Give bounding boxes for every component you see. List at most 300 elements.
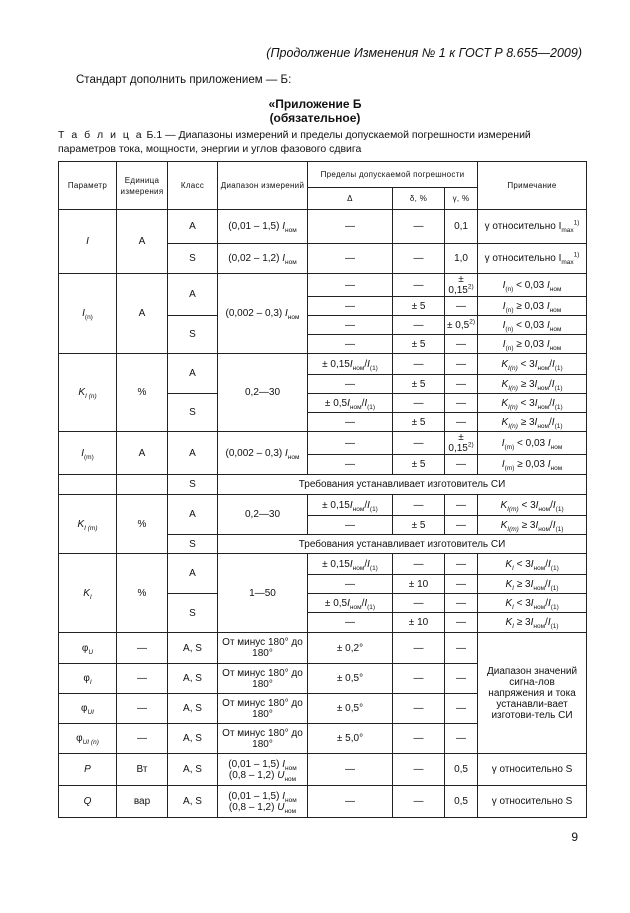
- gamma-pct-cell: —: [445, 575, 478, 594]
- cell-text: I: [501, 459, 505, 470]
- delta-cell: ± 0,2°: [308, 633, 393, 664]
- cell-text: I: [349, 358, 353, 370]
- class-cell: А: [168, 210, 218, 244]
- class-cell: А, S: [168, 633, 218, 664]
- cell-text: I: [546, 279, 550, 291]
- cell-text: U: [277, 801, 285, 813]
- subscript: ном: [533, 584, 546, 592]
- class-cell: А: [168, 274, 218, 316]
- delta-cell: —: [308, 210, 393, 244]
- gamma-pct-cell: —: [445, 413, 478, 432]
- gamma-pct-cell: [445, 432, 478, 455]
- header-row-1: [59, 162, 587, 188]
- table-caption: [58, 128, 586, 156]
- param-cell: I: [59, 210, 117, 274]
- gamma-pct-cell: [445, 316, 478, 335]
- note-cell: $K_{I(n)} < 3I_{ном}/I_{(1)}$: [478, 394, 587, 413]
- subscript: I: [89, 593, 92, 601]
- vendor-note-cell: Требования устанавливает изготовитель СИ: [218, 535, 587, 554]
- subscript: (n): [505, 344, 514, 352]
- table-row: [59, 210, 587, 244]
- table-row: [59, 274, 587, 297]
- cell-text: I: [367, 358, 370, 370]
- table-row: [59, 754, 587, 786]
- gamma-pct-cell: [445, 274, 478, 297]
- subscript: ном: [533, 564, 546, 572]
- cell-text: I: [501, 437, 505, 449]
- table-row: [59, 475, 587, 495]
- cell-text: < 3: [518, 499, 536, 511]
- subscript: I: [511, 564, 514, 572]
- class-cell: А, S: [168, 694, 218, 724]
- cell-text: (0,01 – 1,5): [228, 790, 283, 802]
- cell-text: ± 0,5: [324, 597, 348, 609]
- class-cell: А, S: [168, 724, 218, 754]
- subscript: (1): [369, 364, 378, 372]
- cell-text: I: [547, 459, 551, 470]
- cell-text: K: [501, 378, 509, 390]
- col-header-gamma-pct: γ, %: [445, 188, 478, 210]
- intro-text: Стандарт дополнить приложением — Б:: [76, 74, 292, 86]
- range-cell: 1—50: [218, 554, 308, 633]
- cell-text: I: [547, 617, 551, 628]
- gamma-pct-cell: —: [445, 724, 478, 754]
- subscript: (1): [367, 403, 376, 411]
- cell-text: ≥ 0,03: [513, 338, 547, 350]
- subscript: I (m): [84, 524, 98, 532]
- gamma-pct-cell: —: [445, 354, 478, 375]
- unit-cell: Вт: [117, 754, 168, 786]
- range-cell: [218, 786, 308, 818]
- col-header-note: Примечание: [478, 162, 587, 210]
- unit-cell: А: [117, 210, 168, 274]
- delta-pct-cell: ± 10: [393, 613, 445, 633]
- subscript: ном: [352, 364, 365, 372]
- unit-cell: —: [117, 724, 168, 754]
- cell-text: (0,002 – 0,3): [225, 447, 285, 459]
- gamma-pct-cell: —: [445, 516, 478, 535]
- subscript: max: [561, 259, 574, 266]
- note-cell: [478, 210, 587, 244]
- delta-cell: ± $0,5I_{ном}/I_{(1)}$: [308, 394, 393, 413]
- subscript: UI: [87, 709, 94, 716]
- cell-text: U: [277, 769, 285, 781]
- subscript: ном: [537, 384, 550, 392]
- note-cell: $K_I \ge 3I_{ном}/I_{(1)}$: [478, 613, 587, 633]
- cell-text: I: [367, 499, 370, 511]
- subscript: (1): [554, 384, 563, 392]
- subscript: (1): [550, 603, 559, 611]
- subscript: (1): [555, 505, 564, 513]
- cell-text: ≥ 3: [513, 617, 531, 628]
- subscript: ном: [537, 422, 550, 430]
- cell-text: (0,002 – 0,3): [225, 308, 285, 319]
- subscript: UI (n): [82, 739, 99, 746]
- note-cell: $K_{I(n)} \ge 3I_{ном}/I_{(1)}$: [478, 413, 587, 432]
- subscript: ном: [287, 453, 300, 461]
- note-cell: [478, 244, 587, 274]
- cell-text: I: [502, 300, 506, 312]
- cell-text: I: [282, 758, 285, 770]
- cell-text: (0,02 – 1,2): [228, 253, 283, 264]
- unit-cell: %: [117, 354, 168, 432]
- subscript: ном: [538, 505, 551, 513]
- cell-text: I: [367, 558, 370, 570]
- subscript: (1): [369, 505, 378, 513]
- subscript: ном: [352, 564, 365, 572]
- cell-text: K: [505, 558, 512, 570]
- note-cell: $K_{I(n)} \ge 3I_{ном}/I_{(1)}$: [478, 375, 587, 394]
- cell-text: ≥ 3: [518, 519, 536, 531]
- class-cell: S: [168, 594, 218, 633]
- param-cell: [59, 432, 117, 475]
- cell-text: I: [546, 338, 550, 350]
- table-row: [59, 554, 587, 575]
- unit-cell: —: [117, 633, 168, 664]
- cell-text: (0,8 – 1,2): [228, 801, 278, 813]
- subscript: ном: [349, 603, 362, 611]
- subscript: (1): [554, 403, 563, 411]
- param-cell: [59, 495, 117, 554]
- subscript: (n): [84, 314, 93, 321]
- cell-text: ≥ 0,03: [514, 459, 548, 470]
- note-cell: γ относительно S: [478, 786, 587, 818]
- cell-text: < 3: [513, 558, 531, 570]
- delta-pct-cell: ± 10: [393, 575, 445, 594]
- cell-text: (0,8 – 1,2): [228, 769, 278, 781]
- cell-text: I: [552, 519, 556, 531]
- cell-text: I: [81, 447, 85, 459]
- delta-cell: ± 0,5°: [308, 694, 393, 724]
- gamma-pct-cell: —: [445, 633, 478, 664]
- subscript: I(m): [507, 505, 519, 513]
- cell-text: ≥ 0,03: [513, 300, 547, 312]
- cell-text: I: [535, 499, 539, 511]
- subscript: ном: [285, 764, 297, 772]
- delta-pct-cell: ± 5: [393, 413, 445, 432]
- cell-text: < 3: [517, 358, 535, 370]
- gamma-pct-cell: 0,5: [445, 754, 478, 786]
- col-header-limits: Пределы допускаемой погрешности: [308, 162, 478, 188]
- cell-text: I: [552, 499, 556, 511]
- cell-text: I: [502, 279, 506, 291]
- cell-text: γ относительно I: [484, 221, 562, 232]
- unit-cell: %: [117, 495, 168, 554]
- measurement-table: [58, 161, 587, 818]
- cell-text: I: [282, 253, 285, 264]
- appendix-heading: [0, 97, 630, 125]
- range-cell: [218, 244, 308, 274]
- subscript: ном: [287, 314, 300, 321]
- note-cell: $K_{I(m)} < 3I_{ном}/I_{(1)}$: [478, 495, 587, 516]
- delta-cell: —: [308, 575, 393, 594]
- subscript: I(m): [507, 525, 519, 533]
- cell-text: φ: [81, 703, 88, 714]
- superscript: 1): [573, 219, 580, 227]
- subscript: I(n): [508, 403, 518, 411]
- cell-text: I: [546, 319, 550, 331]
- subscript: I: [512, 584, 514, 592]
- note-cell: γ относительно S: [478, 754, 587, 786]
- delta-pct-cell: —: [393, 354, 445, 375]
- subscript: ном: [285, 227, 297, 234]
- appendix-subtitle: (обязательное): [269, 111, 361, 125]
- param-cell: Q: [59, 786, 117, 818]
- cell-text: (0,01 – 1,5): [228, 758, 283, 770]
- col-header-unit: Единица измерения: [117, 162, 168, 210]
- subscript: ном: [549, 325, 562, 333]
- cell-text: I: [534, 378, 538, 390]
- unit-cell: %: [117, 554, 168, 633]
- subscript: ном: [538, 525, 550, 533]
- subscript: I: [89, 679, 92, 686]
- delta-cell: ± $0,15I_{ном}/I_{(1)}$: [308, 495, 393, 516]
- range-cell: 0,2—30: [218, 495, 308, 535]
- range-cell: [218, 754, 308, 786]
- cell-text: [59, 162, 587, 818]
- delta-cell: —: [308, 413, 393, 432]
- delta-cell: ± 0,5°: [308, 664, 393, 694]
- delta-pct-cell: —: [393, 316, 445, 335]
- note-cell: $K_{I(m)} \ge 3I_{ном}/I_{(1)}$: [478, 516, 587, 535]
- cell-text: < 0,03: [513, 319, 547, 331]
- cell-text: φ: [83, 673, 90, 684]
- cell-text: ± 0,15: [448, 274, 468, 296]
- cell-text: ± 0,15: [322, 558, 350, 570]
- gamma-pct-cell: —: [445, 613, 478, 633]
- subscript: ном: [537, 364, 550, 372]
- delta-pct-cell: —: [393, 210, 445, 244]
- delta-cell: —: [308, 432, 393, 455]
- subscript: U: [88, 648, 94, 656]
- cell-text: < 3: [513, 597, 531, 609]
- cell-text: I: [282, 221, 285, 232]
- cell-text: φ: [81, 642, 89, 654]
- cell-text: ± 0,15: [322, 499, 350, 511]
- delta-pct-cell: —: [393, 394, 445, 413]
- subscript: I(n): [508, 422, 518, 430]
- delta-cell: —: [308, 244, 393, 274]
- note-cell: $K_{I(n)} < 3I_{ном}/I_{(1)}$: [478, 354, 587, 375]
- note-cell: [478, 432, 587, 455]
- subscript: (1): [555, 525, 564, 533]
- delta-pct-cell: ± 5: [393, 455, 445, 475]
- delta-cell: —: [308, 754, 393, 786]
- class-cell: А, S: [168, 754, 218, 786]
- param-cell: [59, 354, 117, 432]
- class-cell: А: [168, 554, 218, 594]
- subscript: ном: [549, 285, 562, 293]
- subscript: (n): [505, 306, 514, 314]
- note-cell: [478, 274, 587, 297]
- delta-pct-cell: —: [393, 432, 445, 455]
- subscript: (1): [550, 564, 559, 572]
- gamma-pct-cell: —: [445, 495, 478, 516]
- cell-text: K: [500, 519, 508, 531]
- subscript: (1): [550, 584, 559, 592]
- cell-text: I: [530, 578, 534, 590]
- cell-text: I: [285, 308, 288, 319]
- cell-text: (0,01 – 1,5): [228, 221, 283, 232]
- cell-text: < 0,03: [514, 437, 548, 449]
- cell-text: I: [551, 397, 555, 409]
- cell-text: I: [364, 397, 368, 409]
- delta-pct-cell: ± 5: [393, 297, 445, 316]
- col-header-range: Диапазон измерений: [218, 162, 308, 210]
- unit-cell: А: [117, 274, 168, 354]
- delta-cell: —: [308, 335, 393, 354]
- cell-text: I: [551, 378, 555, 390]
- cell-text: I: [530, 558, 534, 570]
- table-row: [59, 495, 587, 516]
- cell-text: I: [534, 397, 538, 409]
- subscript: ном: [284, 775, 297, 783]
- delta-cell: —: [308, 316, 393, 335]
- param-cell: P: [59, 754, 117, 786]
- class-cell: А: [168, 495, 218, 535]
- gamma-pct-cell: —: [445, 694, 478, 724]
- cell-text: I: [547, 437, 551, 449]
- delta-pct-cell: —: [393, 495, 445, 516]
- class-cell: А: [168, 354, 218, 394]
- cell-text: I: [548, 597, 551, 609]
- gamma-pct-cell: 0,5: [445, 786, 478, 818]
- subscript: ном: [533, 603, 546, 611]
- param-cell: [59, 694, 117, 724]
- cell-text: ± 0,15: [448, 432, 468, 454]
- cell-text: < 3: [517, 397, 535, 409]
- cell-text: ± 0,5: [324, 397, 348, 409]
- param-cell: [59, 724, 117, 754]
- subscript: (m): [84, 453, 94, 461]
- cell-text: K: [83, 587, 90, 599]
- superscript: 1): [573, 251, 580, 259]
- range-cell: От минус 180° до 180°: [218, 633, 308, 664]
- col-header-class: Класс: [168, 162, 218, 210]
- delta-pct-cell: —: [393, 664, 445, 694]
- delta-cell: —: [308, 516, 393, 535]
- delta-pct-cell: —: [393, 724, 445, 754]
- delta-cell: —: [308, 274, 393, 297]
- unit-cell: —: [117, 694, 168, 724]
- note-cell: [478, 297, 587, 316]
- subscript: ном: [285, 259, 297, 266]
- class-cell: S: [168, 316, 218, 354]
- delta-cell: ± $0,5I_{ном}/I_{(1)}$: [308, 594, 393, 613]
- cell-text: K: [501, 416, 509, 428]
- subscript: ном: [550, 465, 563, 472]
- class-cell: А, S: [168, 786, 218, 818]
- subscript: (1): [550, 623, 559, 630]
- cell-text: φ: [76, 733, 83, 744]
- subscript: (1): [367, 603, 376, 611]
- class-cell: S: [168, 535, 218, 554]
- subscript: (1): [554, 364, 563, 372]
- subscript: ном: [537, 403, 550, 411]
- superscript: 2): [469, 318, 475, 326]
- cell-text: I: [551, 358, 555, 370]
- gamma-pct-cell: —: [445, 394, 478, 413]
- subscript: (1): [554, 422, 563, 430]
- table-row: [59, 354, 587, 375]
- class-cell: S: [168, 244, 218, 274]
- cell-text: I: [82, 308, 85, 319]
- subscript: ном: [549, 306, 562, 314]
- delta-pct-cell: —: [393, 754, 445, 786]
- cell-text: I: [349, 558, 353, 570]
- subscript: ном: [284, 807, 297, 815]
- caption-prefix: Т а б л и ц а: [58, 129, 144, 141]
- cell-text: I: [535, 519, 539, 531]
- note-cell: $K_I < 3I_{ном}/I_{(1)}$: [478, 554, 587, 575]
- cell-text: I: [347, 397, 350, 409]
- class-cell: А: [168, 432, 218, 475]
- delta-pct-cell: —: [393, 633, 445, 664]
- note-cell: $K_I \ge 3I_{ном}/I_{(1)}$: [478, 575, 587, 594]
- col-header-param: Параметр: [59, 162, 117, 210]
- delta-pct-cell: —: [393, 694, 445, 724]
- delta-cell: —: [308, 455, 393, 475]
- cell-text: I: [282, 790, 285, 802]
- cell-text: I: [285, 447, 288, 459]
- range-cell: 0,2—30: [218, 354, 308, 432]
- delta-cell: —: [308, 613, 393, 633]
- angle-note-cell: Диапазон значений сигна-лов напряжения и тока устанавли-вает изготови-тель СИ: [478, 633, 587, 754]
- cell-text: I: [364, 597, 368, 609]
- cell-text: I: [548, 558, 551, 570]
- delta-pct-cell: —: [393, 786, 445, 818]
- gamma-pct-cell: 1,0: [445, 244, 478, 274]
- cell-text: K: [77, 518, 85, 530]
- cell-text: I: [502, 338, 506, 350]
- note-cell: [478, 455, 587, 475]
- param-cell: [59, 554, 117, 633]
- cell-text: I: [534, 416, 538, 428]
- table-row: [59, 432, 587, 455]
- cell-text: K: [505, 597, 512, 609]
- param-cell: [59, 475, 117, 495]
- delta-pct-cell: —: [393, 244, 445, 274]
- cell-text: I: [551, 416, 555, 428]
- class-cell: S: [168, 394, 218, 432]
- delta-pct-cell: ± 5: [393, 375, 445, 394]
- param-cell: [59, 633, 117, 664]
- subscript: ном: [349, 403, 362, 411]
- delta-cell: ± 5,0°: [308, 724, 393, 754]
- delta-pct-cell: ± 5: [393, 335, 445, 354]
- cell-text: I: [349, 499, 353, 511]
- delta-pct-cell: —: [393, 274, 445, 297]
- cell-text: I: [546, 300, 550, 312]
- subscript: (m): [504, 465, 515, 472]
- gamma-pct-cell: —: [445, 297, 478, 316]
- subscript: max: [561, 227, 574, 234]
- cell-text: ≥ 3: [517, 416, 535, 428]
- appendix-title: «Приложение Б: [268, 97, 362, 111]
- cell-text: K: [501, 358, 509, 370]
- superscript: 2): [467, 441, 474, 449]
- cell-text: K: [500, 499, 508, 511]
- unit-cell: вар: [117, 786, 168, 818]
- range-cell: От минус 180° до 180°: [218, 664, 308, 694]
- range-cell: От минус 180° до 180°: [218, 694, 308, 724]
- table-row: [59, 633, 587, 664]
- page-number: 9: [571, 830, 578, 844]
- cell-text: I: [547, 578, 551, 590]
- param-cell: [59, 664, 117, 694]
- gamma-pct-cell: —: [445, 375, 478, 394]
- note-cell: $K_I < 3I_{ном}/I_{(1)}$: [478, 594, 587, 613]
